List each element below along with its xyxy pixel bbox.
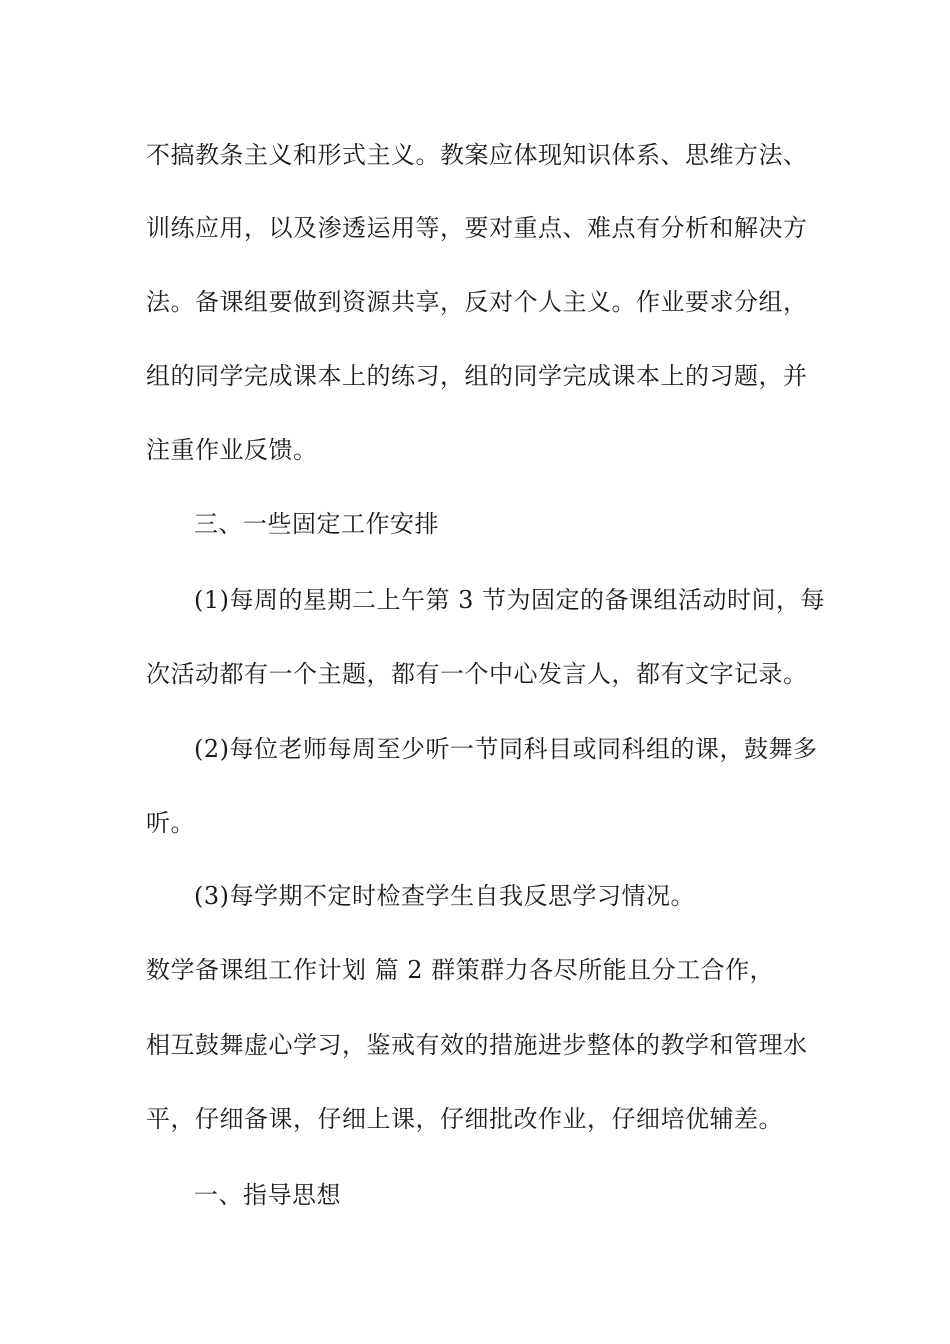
paragraph-line: 不搞教条主义和形式主义。教案应体现知识体系、思维方法、 bbox=[146, 141, 808, 169]
list-item: (1)每周的星期二上午第 3 节为固定的备课组活动时间，每 bbox=[194, 586, 826, 614]
paragraph-line: 注重作业反馈。 bbox=[146, 436, 318, 464]
section-heading: 三、一些固定工作安排 bbox=[194, 510, 439, 538]
list-item: (2)每位老师每周至少听一节同科目或同科组的课，鼓舞多 bbox=[194, 735, 818, 763]
paragraph-line: 组的同学完成课本上的练习，组的同学完成课本上的习题，并 bbox=[146, 362, 808, 390]
list-item: (3)每学期不定时检查学生自我反思学习情况。 bbox=[194, 882, 695, 910]
paragraph-line: 相互鼓舞虚心学习，鉴戒有效的措施进步整体的教学和管理水 bbox=[146, 1031, 808, 1059]
section-title-line: 数学备课组工作计划 篇 2 群策群力各尽所能且分工合作， bbox=[146, 956, 775, 984]
paragraph-line: 平，仔细备课，仔细上课，仔细批改作业，仔细培优辅差。 bbox=[146, 1105, 783, 1133]
paragraph-line: 次活动都有一个主题，都有一个中心发言人，都有文字记录。 bbox=[146, 660, 808, 688]
paragraph-line: 训练应用，以及渗透运用等，要对重点、难点有分析和解决方 bbox=[146, 214, 808, 242]
paragraph-line: 听。 bbox=[146, 809, 195, 837]
paragraph-line: 法。备课组要做到资源共享，反对个人主义。作业要求分组， bbox=[146, 288, 808, 316]
section-heading: 一、指导思想 bbox=[194, 1181, 341, 1209]
